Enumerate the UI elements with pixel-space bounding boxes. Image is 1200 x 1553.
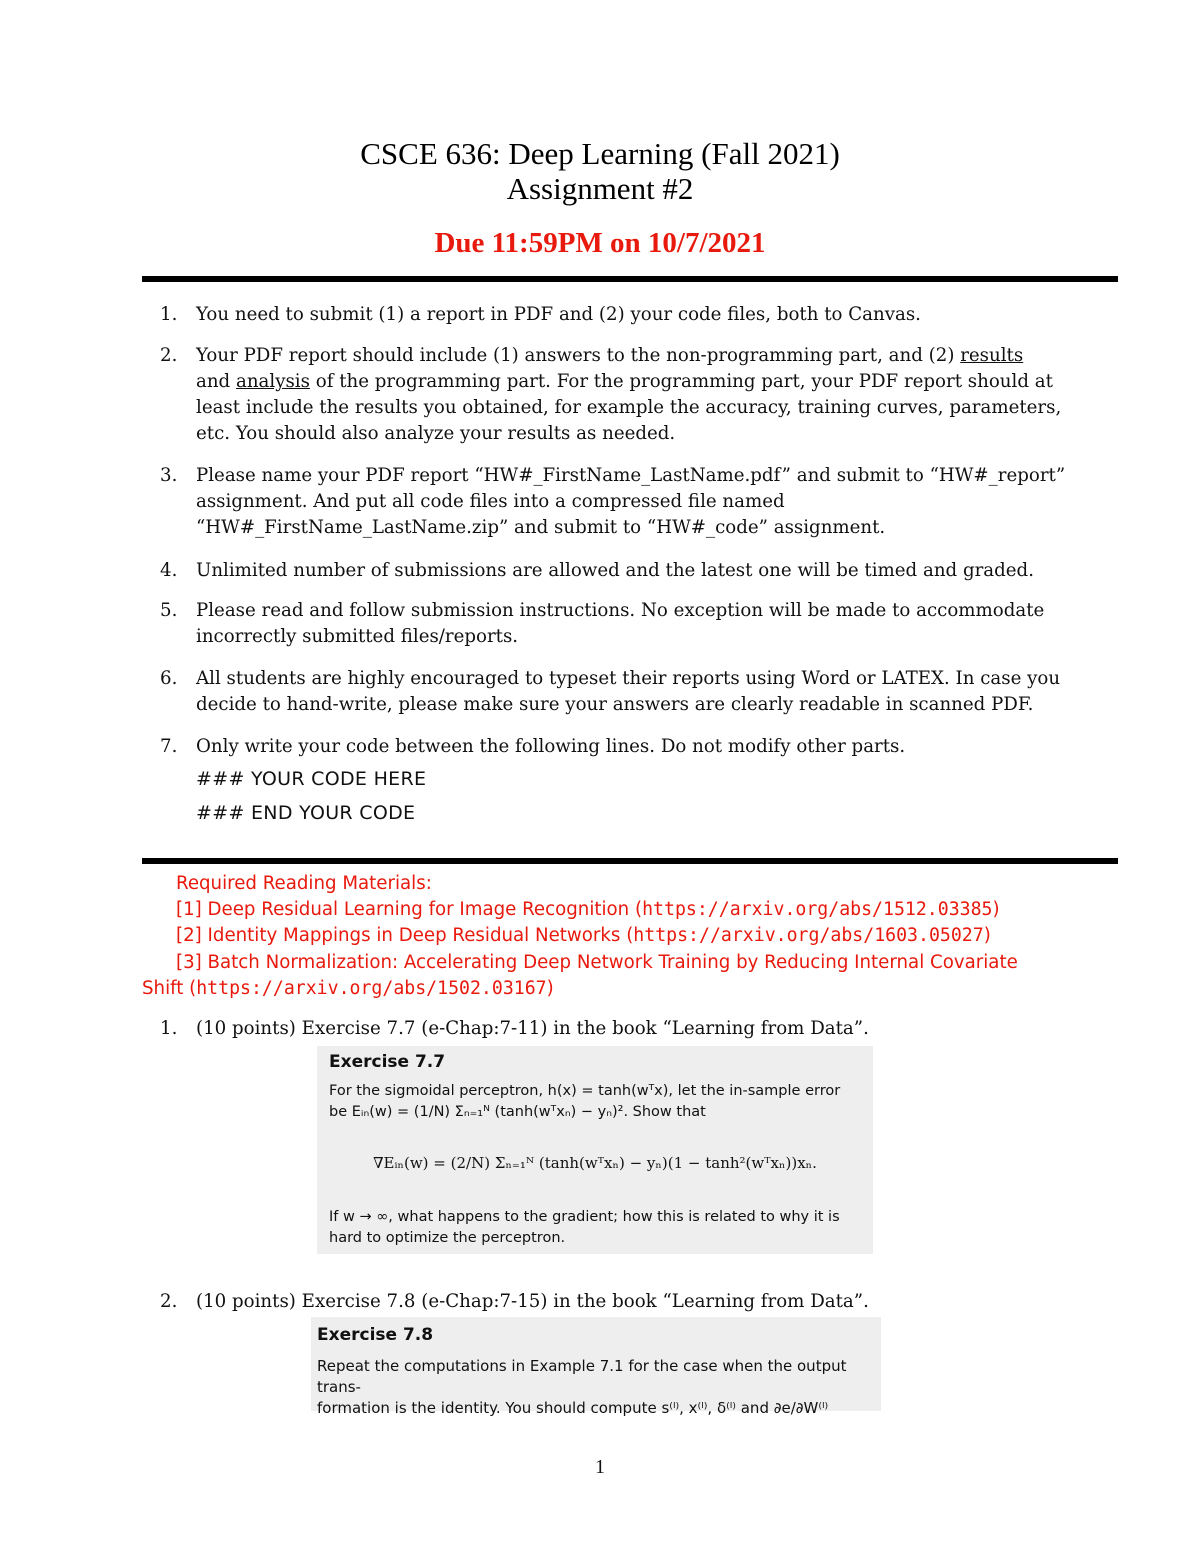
code-start-marker: ### YOUR CODE HERE	[196, 768, 427, 790]
reading-heading: Required Reading Materials:	[176, 873, 432, 894]
instruction-item: 2. Your PDF report should include (1) answers to the non-programming part, and (2) results and analysis of the programming part. For the programming part, your PDF report should at least include the results you obtained, for example the accuracy, training curves, parameters, etc. You should also analyze your results as needed.	[160, 345, 1062, 444]
middle-divider	[142, 858, 1118, 864]
assignment-title: Assignment #2	[506, 171, 694, 206]
instruction-item: 5. Please read and follow submission instructions. No exception will be made to accommodate incorrectly submitted files/reports.	[160, 600, 1045, 647]
instruction-item: 1. You need to submit (1) a report in PDF and (2) your code files, both to Canvas.	[160, 304, 921, 325]
problem-2: 2. (10 points) Exercise 7.8 (e-Chap:7-15) in the book “Learning from Data”.	[160, 1291, 869, 1312]
document-title: CSCE 636: Deep Learning (Fall 2021)	[360, 136, 840, 171]
reading-ref-2: [2] Identity Mappings in Deep Residual Networks (https://arxiv.org/abs/1603.05027)	[176, 925, 991, 946]
instruction-item: 6. All students are highly encouraged to typeset their reports using Word or LATEX. In case you decide to hand-write, please make sure your answers are clearly readable in scanned PDF.	[160, 668, 1061, 715]
instruction-item: 4. Unlimited number of submissions are allowed and the latest one will be timed and graded.	[160, 560, 1034, 581]
reading-ref-3-cont: Shift (https://arxiv.org/abs/1502.03167)	[142, 978, 554, 999]
exercise-7-7-box: Exercise 7.7 For the sigmoidal perceptron, h(x) = tanh(wᵀx), let the in-sample error be Eᵢₙ(w) = (1/N) Σₙ₌₁ᴺ (tanh(wᵀxₙ) − yₙ)². Show that ∇Eᵢₙ(w) = (2/N) Σₙ₌₁ᴺ (tanh(wᵀxₙ) − yₙ)(1 − tanh²(wᵀxₙ))xₙ. If w → ∞, what happens to the gradient; how this is related to why it is hard to optimize the perceptron.	[317, 1046, 873, 1254]
due-date: Due 11:59PM on 10/7/2021	[434, 227, 766, 259]
page-number: 1	[595, 1456, 605, 1478]
exercise-title: Exercise 7.7	[329, 1052, 446, 1072]
code-end-marker: ### END YOUR CODE	[196, 802, 416, 824]
instruction-item: 7. Only write your code between the following lines. Do not modify other parts.	[160, 736, 906, 757]
instruction-item: 3. Please name your PDF report “HW#_FirstName_LastName.pdf” and submit to “HW#_report” assignment. And put all code files into a compressed file named “HW#_FirstName_LastName.zip” and submit to “HW#_code” assignment.	[160, 465, 1066, 538]
top-divider	[142, 276, 1118, 282]
reading-ref-3: [3] Batch Normalization: Accelerating Deep Network Training by Reducing Internal Covariate	[176, 952, 1018, 973]
reference-link[interactable]: https://arxiv.org/abs/1502.03167	[196, 978, 547, 999]
reading-ref-1: [1] Deep Residual Learning for Image Recognition (https://arxiv.org/abs/1512.03385)	[176, 899, 1000, 920]
reference-link[interactable]: https://arxiv.org/abs/1512.03385	[642, 899, 993, 920]
reference-link[interactable]: https://arxiv.org/abs/1603.05027	[633, 925, 984, 946]
problem-1: 1. (10 points) Exercise 7.7 (e-Chap:7-11) in the book “Learning from Data”.	[160, 1018, 869, 1039]
exercise-title: Exercise 7.8	[317, 1325, 434, 1345]
gradient-formula: ∇Eᵢₙ(w) = (2/N) Σₙ₌₁ᴺ (tanh(wᵀxₙ) − yₙ)(1 − tanh²(wᵀxₙ))xₙ.	[373, 1154, 817, 1172]
exercise-7-8-box: Exercise 7.8 Repeat the computations in Example 7.1 for the case when the output trans- formation is the identity. You should compute s⁽ˡ⁾, x⁽ˡ⁾, δ⁽ˡ⁾ and ∂e/∂W⁽ˡ⁾	[311, 1317, 881, 1411]
